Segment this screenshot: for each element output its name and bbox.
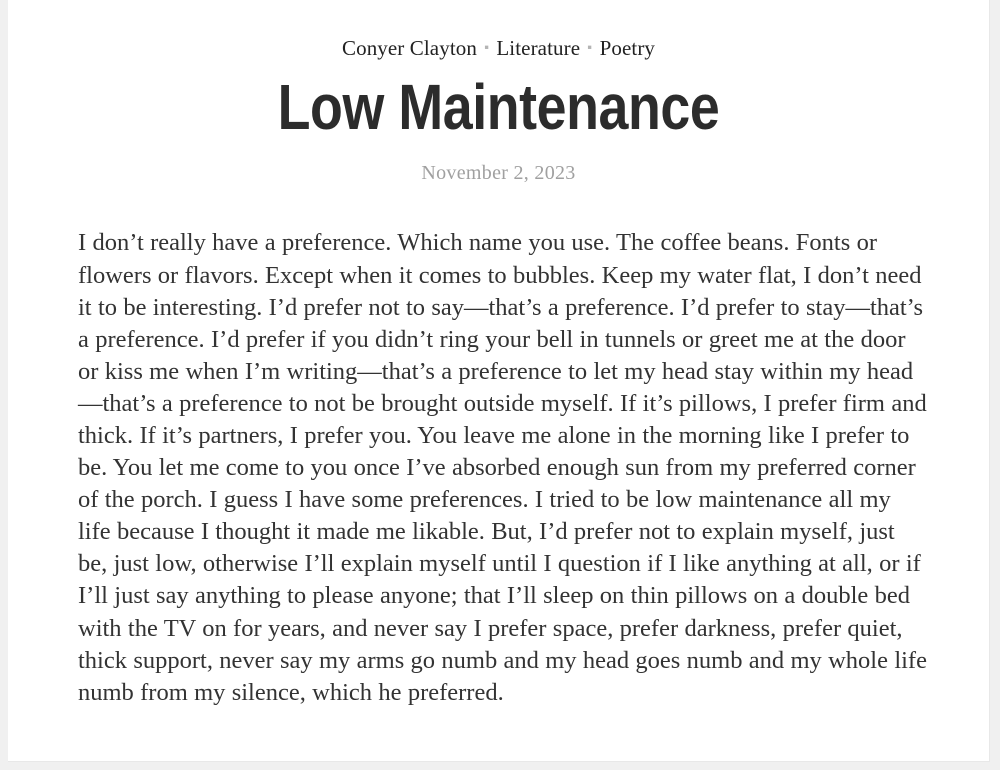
byline-separator-icon: ▪ — [484, 40, 490, 56]
byline-category-literature[interactable]: Literature — [496, 36, 581, 60]
article-byline — [8, 36, 989, 61]
byline-separator-icon: ▪ — [587, 40, 593, 56]
byline-author[interactable]: Conyer Clayton — [341, 36, 477, 60]
article-page-card — [8, 0, 990, 762]
article — [8, 0, 989, 761]
byline-category-poetry[interactable]: Poetry — [599, 36, 656, 60]
article-date: November 2, 2023 — [421, 162, 576, 185]
article-body — [8, 185, 989, 708]
article-paragraph: I don’t really have a preference. Which name you use. The coffee beans. Fonts or flowers or flavors. Except when it comes to bubbles. Keep my water flat, I don’t need it to be interesting. I’d prefer not to say—that’s a preference. I’d prefer to stay—that’s a preference. I’d prefer if you didn’t ring your bell in tunnels or greet me at the door or kiss me when I’m writing—that’s a preference to let my head stay within my head—that’s a preference to not be brought outside myself. If it’s pillows, I prefer firm and thick. If it’s partners, I prefer you. You leave me alone in the morning like I prefer to be. You let me come to you once I’ve absorbed enough sun from my preferred corner of the porch. I guess I have some preferences. I tried to be low maintenance all my life because I thought it made me likable. But, I’d prefer not to explain myself, just be, just low, otherwise I’ll explain myself until I question if I like anything at all, or if I’ll just say anything to please anyone; that I’ll sleep on thin pillows on a double bed with the TV on for years, and never say I prefer space, prefer darkness, prefer quiet, thick support, never say my arms go numb and my head goes numb and my whole life numb from my silence, which he preferred. — [78, 229, 927, 706]
article-header — [8, 0, 989, 185]
page-title: Low Maintenance — [277, 71, 720, 144]
